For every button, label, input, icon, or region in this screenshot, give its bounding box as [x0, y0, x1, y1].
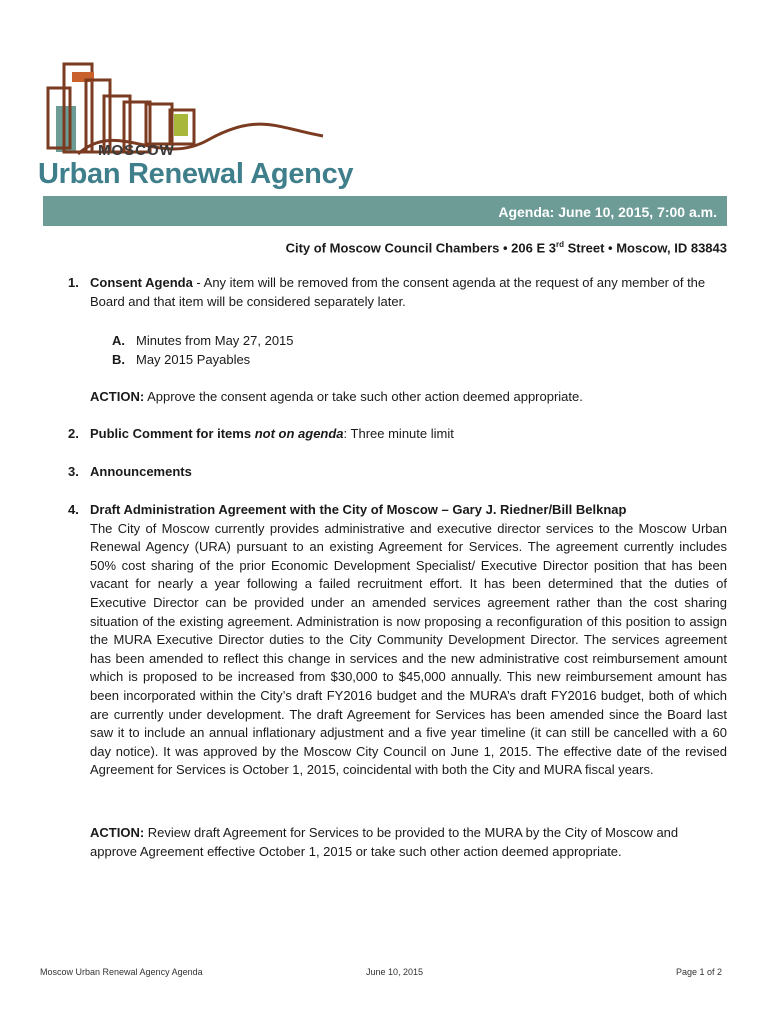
draft-action: [90, 823, 727, 861]
footer-page-number: Page 1 of 2: [676, 967, 723, 977]
action-text: Review draft Agreement for Services to be provided to the MURA by the City of Moscow and approve Agreement effective October 1, 2015 or take such other action deemed appropriate.: [90, 825, 679, 859]
location-suffix: Street • Moscow, ID 83843: [563, 240, 727, 256]
agenda-item-draft-agreement: [68, 501, 727, 780]
subitem-text: May 2015 Payables: [136, 352, 251, 367]
agenda-date-banner: [43, 196, 727, 226]
footer-date: June 10, 2015: [366, 967, 424, 977]
item-title: Draft Administration Agreement with the City of Moscow – Gary J. Riedner/Bill Belknap: [90, 502, 627, 517]
item-title-emphasis: not on agenda: [254, 426, 344, 441]
item-number: 2.: [68, 426, 79, 441]
item-text: - Any item will be removed from the consent agenda at the request of any member of the Board and that item will be considered separately later.: [90, 275, 706, 309]
agenda-item-consent: [68, 274, 727, 311]
logo-agency-name: Urban Renewal Agency: [38, 158, 354, 190]
subitem-letter: B.: [112, 352, 125, 367]
footer-left: Moscow Urban Renewal Agency Agenda: [40, 967, 203, 977]
agenda-item-public-comment: [68, 425, 727, 444]
consent-subitem: [112, 331, 294, 350]
logo-moscow-text: MOSCOW: [98, 142, 175, 159]
subitem-text: Minutes from May 27, 2015: [136, 333, 294, 348]
subitem-letter: A.: [112, 333, 125, 348]
consent-subitem: [112, 350, 250, 369]
item-title: Consent Agenda: [90, 275, 193, 290]
action-label: ACTION:: [90, 825, 145, 840]
item-number: 1.: [68, 275, 79, 290]
item-text: The City of Moscow currently provides administrative and executive director services to the Moscow Urban Renewal Agency (URA) pursuant to an existing Agreement for Services. The agreement currently includes 50% cost sharing of the prior Economic Development Specialist/ Executive Director position that has been vacant for nearly a year following a failed recruitment effort. It has been determined that the duties of Executive Director can be provided under an amended services agreement rather than the cost sharing situation of the existing agreement. Administration is now proposing a reconfiguration of this position to assign the MURA Executive Director duties to the City Community Development Director. The services agreement has been amended to reflect this change in services and the new administrative cost reimbursement amount which is proposed to be increased from $30,000 to $45,000 annually. This new reimbursement amount has been incorporated within the City’s draft FY2016 budget and the MURA’s draft FY2016 budget, both of which are currently under development. The draft Agreement for Services has been amended since the Board last saw it to include an annual inflationary adjustment and a five year timeline (it can still be cancelled with a 60 day notice). It was approved by the Moscow City Council on June 1, 2015. The effective date of the revised Agreement for Services is October 1, 2015, coincidental with both the City and MURA fiscal years.: [90, 520, 727, 778]
item-title: Announcements: [90, 464, 192, 479]
meeting-location: [43, 240, 727, 255]
item-number: 4.: [68, 502, 79, 517]
agenda-date-text: Agenda: June 10, 2015, 7:00 a.m.: [498, 204, 717, 220]
location-sup: rd: [555, 240, 564, 249]
item-number: 3.: [68, 464, 79, 479]
item-text: : Three minute limit: [343, 426, 454, 441]
agency-logo: [38, 58, 354, 190]
agenda-item-announcements: [68, 463, 727, 482]
action-label: ACTION:: [90, 389, 145, 404]
skyline-logo-icon: [38, 58, 328, 158]
location-prefix: City of Moscow Council Chambers • 206 E 3: [285, 240, 556, 256]
consent-action: [90, 387, 727, 406]
action-text: Approve the consent agenda or take such other action deemed appropriate.: [144, 389, 583, 404]
item-title: Public Comment for items: [90, 426, 255, 441]
